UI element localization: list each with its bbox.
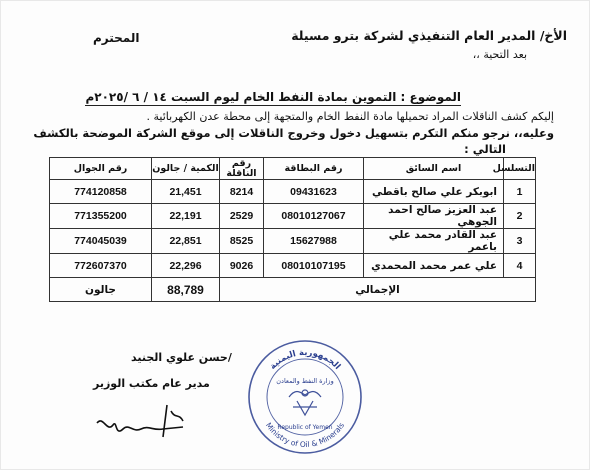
table-header-row	[50, 158, 536, 180]
signatory-name: /حسن علوي الجنيد	[131, 351, 232, 364]
cell-truck: 9026	[220, 254, 264, 278]
cell-id-card: 08010107195	[264, 254, 364, 278]
cell-id-card: 09431623	[264, 180, 364, 204]
stamp-text-mid: وزارة النفط والمعادن	[276, 377, 334, 385]
total-label: الإجمالي	[220, 278, 536, 302]
cell-truck: 2529	[220, 204, 264, 229]
cell-mobile: 774120858	[50, 180, 152, 204]
header-mobile: رقم الجوال	[50, 158, 152, 180]
stamp-text-top: الجمهورية اليمنية	[267, 347, 343, 372]
cell-seq: 4	[504, 254, 536, 278]
header-qty: الكمية / جالون	[152, 158, 220, 180]
total-value: 88,789	[152, 278, 220, 302]
addressee-line: الأخ/ المدير العام التنفيذي لشركة بترو مسيلة	[291, 28, 567, 43]
header-seq: التسلسل	[504, 158, 536, 180]
cell-driver: ابوبكر علي صالح باقطي	[364, 180, 504, 204]
cell-id-card: 08010127067	[264, 204, 364, 229]
greeting-line: بعد التحية ،،	[472, 48, 527, 61]
signatory-title: مدير عام مكتب الوزير	[93, 377, 210, 390]
cell-truck: 8214	[220, 180, 264, 204]
cell-qty: 21,451	[152, 180, 220, 204]
body-line-2: وعليه،، نرجو منكم التكرم بتسهيل دخول وخروج الناقلات إلى موقع الشركة الموضحة بالكشف	[33, 126, 554, 140]
cell-qty: 22,851	[152, 229, 220, 254]
ministry-stamp	[245, 335, 365, 459]
handwritten-signature	[93, 393, 193, 443]
table-total-row	[50, 278, 536, 302]
header-truck: رقم الناقلة	[220, 158, 264, 180]
cell-qty: 22,296	[152, 254, 220, 278]
stamp-text-en2: Ministry of Oil & Minerals	[263, 420, 347, 450]
cell-driver: علي عمر محمد المحمدي	[364, 254, 504, 278]
cell-mobile: 771355200	[50, 204, 152, 229]
cell-driver: عبد العزيز صالح احمد الجوهي	[364, 204, 504, 229]
tankers-table	[49, 157, 536, 302]
cell-seq: 2	[504, 204, 536, 229]
table-row	[50, 229, 536, 254]
cell-id-card: 15627988	[264, 229, 364, 254]
table-row	[50, 204, 536, 229]
table-row	[50, 180, 536, 204]
cell-qty: 22,191	[152, 204, 220, 229]
body-line-3: التالي :	[464, 142, 506, 156]
cell-truck: 8525	[220, 229, 264, 254]
cell-seq: 1	[504, 180, 536, 204]
eagle-emblem-icon	[289, 390, 321, 415]
svg-text:الجمهورية اليمنية	[268, 348, 342, 372]
cell-seq: 3	[504, 229, 536, 254]
header-driver: اسم السائق	[364, 158, 504, 180]
header-id-card: رقم البطاقة	[264, 158, 364, 180]
cell-mobile: 772607370	[50, 254, 152, 278]
body-line-1: إليكم كشف الناقلات المراد تحميلها مادة النفط الخام والمتجهة إلى محطة عدن الكهربائية .	[146, 110, 554, 123]
cell-mobile: 774045039	[50, 229, 152, 254]
subject-line: الموضوع : التموين بمادة النفط الخام ليوم السبت ١٤ / ٦ /٢٠٢٥م	[85, 90, 461, 104]
table-row	[50, 254, 536, 278]
honorific: المحترم	[93, 31, 140, 45]
stamp-text-en1: Republic of Yemen	[277, 424, 333, 431]
total-unit: جالون	[50, 278, 152, 302]
cell-driver: عبد القادر محمد علي باعمر	[364, 229, 504, 254]
